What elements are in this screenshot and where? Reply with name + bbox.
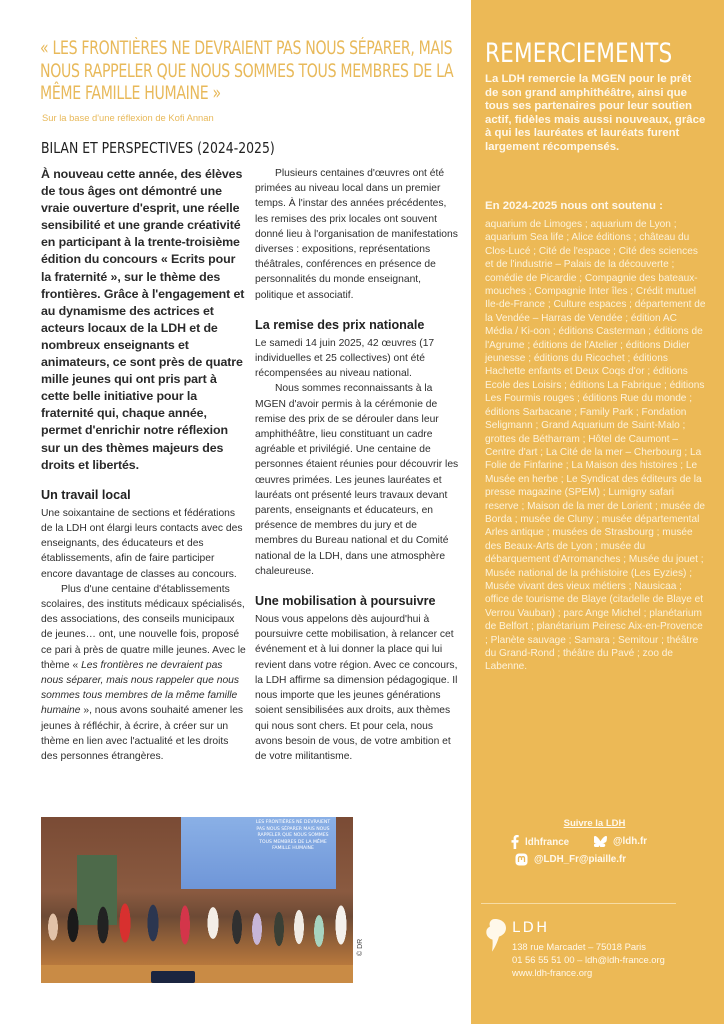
org-name: LDH bbox=[512, 920, 550, 936]
partners-list: aquarium de Limoges ; aquarium de Lyon ; aquarium Sea life ; Alice éditions ; château du Clos-Lucé ; Cité de l'espace ; Cité des sciences et de l'industrie – Palais de la découverte ; comédie de Picardie ; Compagnie des bateaux-mouches ; Compagnie Inter îles ; Crédit mutuel Ile-de-France ; Culture espaces ; département de la Vendée – Harras de Vendée ; édition AC Média / Ki-oon ; éditions Casterman ; éditions de l'Agrume ; éditions de l'Atelier ; éditions Didier jeunesse ; éditions du Ricochet ; éditions Hachette enfants et Deux Coqs d'or ; éditions Ecole des Loisirs ; éditions La Fabrique ; éditions Les Fourmis rouges ; éditions Rue du monde ; éditions Sarbacane ; Family Park ; Fondation Seligmann ; Grand Aquarium de Saint-Malo ; grottes de Bétharram ; Hôtel de Caumont – Centre d'art ; La Cité de la mer – Cherbourg ; La Folie de Finfarine ; La Maison des histoires ; Le Musée en herbe ; Le Syndicat des éditeurs de la presse magazine (SPEM) ; Lumigny safari reserve ; Maison de la mer de Lorient ; musée de Borda ; musée de Cluny ; musée départemental Arles antique ; musées de Strasbourg ; musée des Beaux-Arts de Lyon ; musée du débarquement d'Arromanches ; Musée du jouet ; Musée national de la préhistoire (Les Eyzies) ; Musée vivant des vieux métiers ; Nausicaa ; office de tourisme de Blaye (citadelle de Blaye et Verrou Vauban) ; parc Ange Michel ; planétarium de Belfort ; planétarium Peiresc Aix-en-Provence ; Planète sauvage ; Samara ; Semitour ; théâtre du Grand-Rond ; théâtre du Pavé ; zoo de Labenne. bbox=[485, 219, 706, 673]
facebook-handle: ldhfrance bbox=[525, 836, 570, 848]
ldh-logo-icon bbox=[485, 918, 507, 957]
org-website-link[interactable]: www.ldh-france.org bbox=[512, 967, 593, 978]
local-work-paragraph-2 bbox=[41, 582, 247, 764]
stage-floor bbox=[41, 965, 353, 983]
local-work-p2-start: Plus d'une centaine d'établissements scolaires, des instituts médicaux spécialisés, des associations, des conseils municipaux de jeunes… ont, une nouvelle fois, proposé ce pari à près de quatre mille jeunes. Avec le thème « bbox=[41, 583, 246, 671]
partners-title: En 2024-2025 nous ont soutenu : bbox=[485, 200, 663, 212]
group-of-laureates bbox=[41, 867, 353, 967]
headline-quote: « LES FRONTIÈRES NE DEVRAIENT PAS NOUS SÉPARER, MAIS NOUS RAPPELER QUE NOUS SOMMES TOUS MEMBRES DE LA MÊME FAMILLE HUMAINE » bbox=[40, 38, 454, 104]
middle-column bbox=[255, 166, 461, 764]
heading-mobilisation: Une mobilisation à poursuivre bbox=[255, 594, 436, 609]
bluesky-butterfly-icon bbox=[594, 836, 607, 847]
sidebar-divider bbox=[481, 903, 676, 904]
ceremony-photo bbox=[41, 817, 353, 983]
facebook-icon bbox=[511, 835, 519, 849]
photo-credit: © DR bbox=[357, 938, 364, 956]
follow-ldh-link[interactable]: Suivre la LDH bbox=[563, 818, 626, 829]
mobilisation-paragraph: Nous vous appelons dès aujourd'hui à poursuivre cette mobilisation, à relancer cet événement et à lui donner la place qui lui revient dans votre région. Avec ce concours, la LDH affirme sa dimension pédagogique. Il nous importe que les jeunes générations soient sensibilisées aux droits, aux thèmes qui nous sont chers. Et pour cela, nous avons besoin de vous, de votre ambition et de votre militantisme. bbox=[255, 614, 458, 762]
heading-local-work: Un travail local bbox=[41, 487, 131, 502]
org-contact-block bbox=[512, 940, 665, 979]
bluesky-handle: @ldh.fr bbox=[613, 836, 648, 847]
mastodon-link[interactable] bbox=[515, 853, 626, 866]
sidebar-title: REMERCIEMENTS bbox=[485, 38, 673, 69]
local-work-paragraph-1: Une soixantaine de sections et fédérations de la LDH ont élargi leurs contacts avec des enseignants, des éducateurs et des établissements, afin de faire participer encore davantage de classes au concours. bbox=[41, 507, 243, 580]
screen-text: LES FRONTIÈRES NE DEVRAIENT PAS NOUS SÉPARER MAIS NOUS RAPPELER QUE NOUS SOMMES TOUS MEMBRES DE LA MÊME FAMILLE HUMAINE bbox=[255, 820, 331, 852]
local-work-p2-end: », nous avons souhaité amener les jeunes à réfléchir, à écrire, à créer sur un thème en lien avec l'actualité et les droits des personnes étrangères. bbox=[41, 705, 244, 762]
section-title: BILAN ET PERSPECTIVES (2024-2025) bbox=[41, 139, 275, 157]
lead-paragraph: À nouveau cette année, des élèves de tous âges ont démontré une vraie ouverture d'esprit, une réelle sensibilité et une grande créativité en participant à la trente-troisième édition du concours « Ecrits pour la fraternité », sur le thème des frontières. Grâce à l'engagement et au dynamisme des actrices et acteurs locaux de la LDH et de nombreux enseignants et animateurs, ce sont près de quatre mille jeunes qui ont pris part à cette belle initiative pour la fraternité qui, chaque année, permet d'enrichir notre réflexion sur un des thèmes majeurs des droits et libertés. bbox=[41, 167, 245, 472]
theme-italic: Les frontières ne devraient pas nous séparer, mais nous rappeler que nous sommes tous membres de la même famille humaine bbox=[41, 659, 240, 717]
national-paragraph-2: Nous sommes reconnaissants à la MGEN d'avoir permis à la cérémonie de remise des prix de se dérouler dans leur amphithéâtre, lieu constituant un cadre agréable et privilégié. Une centaine de personnes étaient réunies pour découvrir les œuvres primées. Les jeunes lauréates et lauréats ont présenté leurs travaux devant parents, enseignants et éducateurs, en présence de membres du jury et de membres du Bureau national et du Comité national de la LDH, dans une atmosphère chaleureuse. bbox=[255, 383, 459, 577]
acknowledgements-sidebar bbox=[471, 0, 724, 1024]
mastodon-icon bbox=[515, 853, 528, 866]
national-paragraph-1: Le samedi 14 juin 2025, 42 œuvres (17 individuelles et 25 collectives) ont été récompensées au niveau national. bbox=[255, 337, 435, 380]
mastodon-handle: @LDH_Fr@piaille.fr bbox=[534, 854, 627, 865]
local-work-paragraph-3: Plusieurs centaines d'œuvres ont été primées au niveau local dans un premier temps. À l'instar des années précédentes, les remises des prix locales ont souvent donné lieu à l'organisation de manifestations diverses : expositions, représentations théâtrales, conférences en présence de personnalités du monde enseignant, politique et associatif. bbox=[255, 168, 458, 301]
org-address: 138 rue Marcadet – 75018 Paris bbox=[512, 941, 646, 952]
bluesky-link[interactable] bbox=[594, 836, 647, 847]
org-phone-email[interactable]: 01 56 55 51 00 – ldh@ldh-france.org bbox=[512, 954, 665, 965]
sidebar-intro: La LDH remercie la MGEN pour le prêt de son grand amphithéâtre, ainsi que tous ses partenaires pour leur soutien actif, fidèles mais aussi nouveaux, grâce à qui les lauréates et lauréats furent largement récompensés. bbox=[485, 73, 706, 153]
phone-in-foreground bbox=[151, 971, 195, 983]
heading-national-ceremony: La remise des prix nationale bbox=[255, 317, 425, 332]
facebook-link[interactable] bbox=[511, 835, 569, 849]
quote-source: Sur la base d'une réflexion de Kofi Annan bbox=[42, 112, 214, 123]
left-column bbox=[41, 166, 247, 764]
